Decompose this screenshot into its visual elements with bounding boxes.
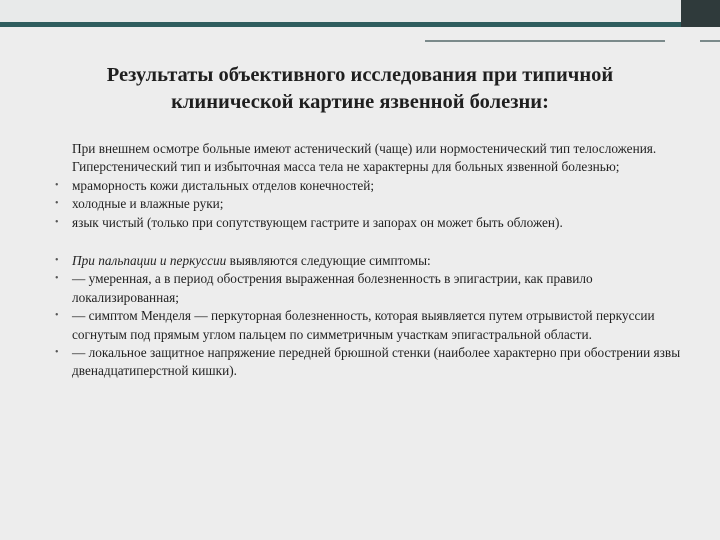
bullet-icon: • [55, 198, 59, 210]
slide-body [48, 140, 688, 381]
bullet-icon: • [55, 347, 59, 359]
slide-title [40, 62, 680, 116]
list-item-text: язык чистый (только при сопутствующем гастрите и запорах он может быть обложен). [72, 214, 563, 230]
paragraph-1-text: При внешнем осмотре больные имеют астенический (чаще) или нормостенический тип телосложения. [72, 141, 657, 156]
bullet-icon: • [55, 179, 59, 191]
paragraph-2-text: Гиперстенический тип и избыточная масса тела не характерны для больных язвенной болезнью; [72, 159, 620, 175]
bullet-icon: • [55, 310, 59, 322]
list-item [48, 177, 688, 195]
top-decoration-bar [0, 0, 720, 27]
slide-title-line-2: клинической картине язвенной болезни: [171, 91, 549, 113]
slide-title-line-1: Результаты объективного исследования при типичной [106, 64, 614, 86]
decorative-rule-right [700, 40, 720, 42]
list-item-text: — симптом Менделя — перкуторная болезненность, которая выявляется путем отрывистой перкуссии согнутым под прямым углом пальцем по симметричным участкам эпигастральной области. [72, 308, 655, 342]
top-bar-dark-block [681, 0, 720, 27]
top-bar-teal-line [0, 22, 681, 27]
bullet-icon: • [55, 255, 59, 267]
list-item-text: холодные и влажные руки; [72, 196, 224, 212]
decorative-rule [425, 40, 665, 42]
bullet-icon: • [55, 216, 59, 228]
list-item-text: мраморность кожи дистальных отделов конечностей; [72, 177, 375, 193]
list-item [48, 195, 688, 213]
list-item [48, 344, 688, 381]
top-bar-light [0, 0, 681, 22]
palpation-emphasis: При пальпации и перкуссии [72, 253, 227, 269]
paragraph-hypersthenic [48, 158, 688, 176]
paragraph-habitus [48, 140, 688, 158]
list-item [48, 252, 688, 270]
list-item-text: — локальное защитное напряжение передней брюшной стенки (наиболее характерно при обострении язвы двенадцатиперстной кишки). [72, 345, 681, 379]
list-item [48, 307, 688, 344]
list-item [48, 214, 688, 232]
bullet-icon: • [55, 273, 59, 285]
list-item-text: — умеренная, а в период обострения выраженная болезненность в эпигастрии, как правило локализированная; [72, 271, 593, 305]
list-item [48, 270, 688, 307]
palpation-intro-text: выявляются следующие симптомы: [226, 253, 431, 269]
